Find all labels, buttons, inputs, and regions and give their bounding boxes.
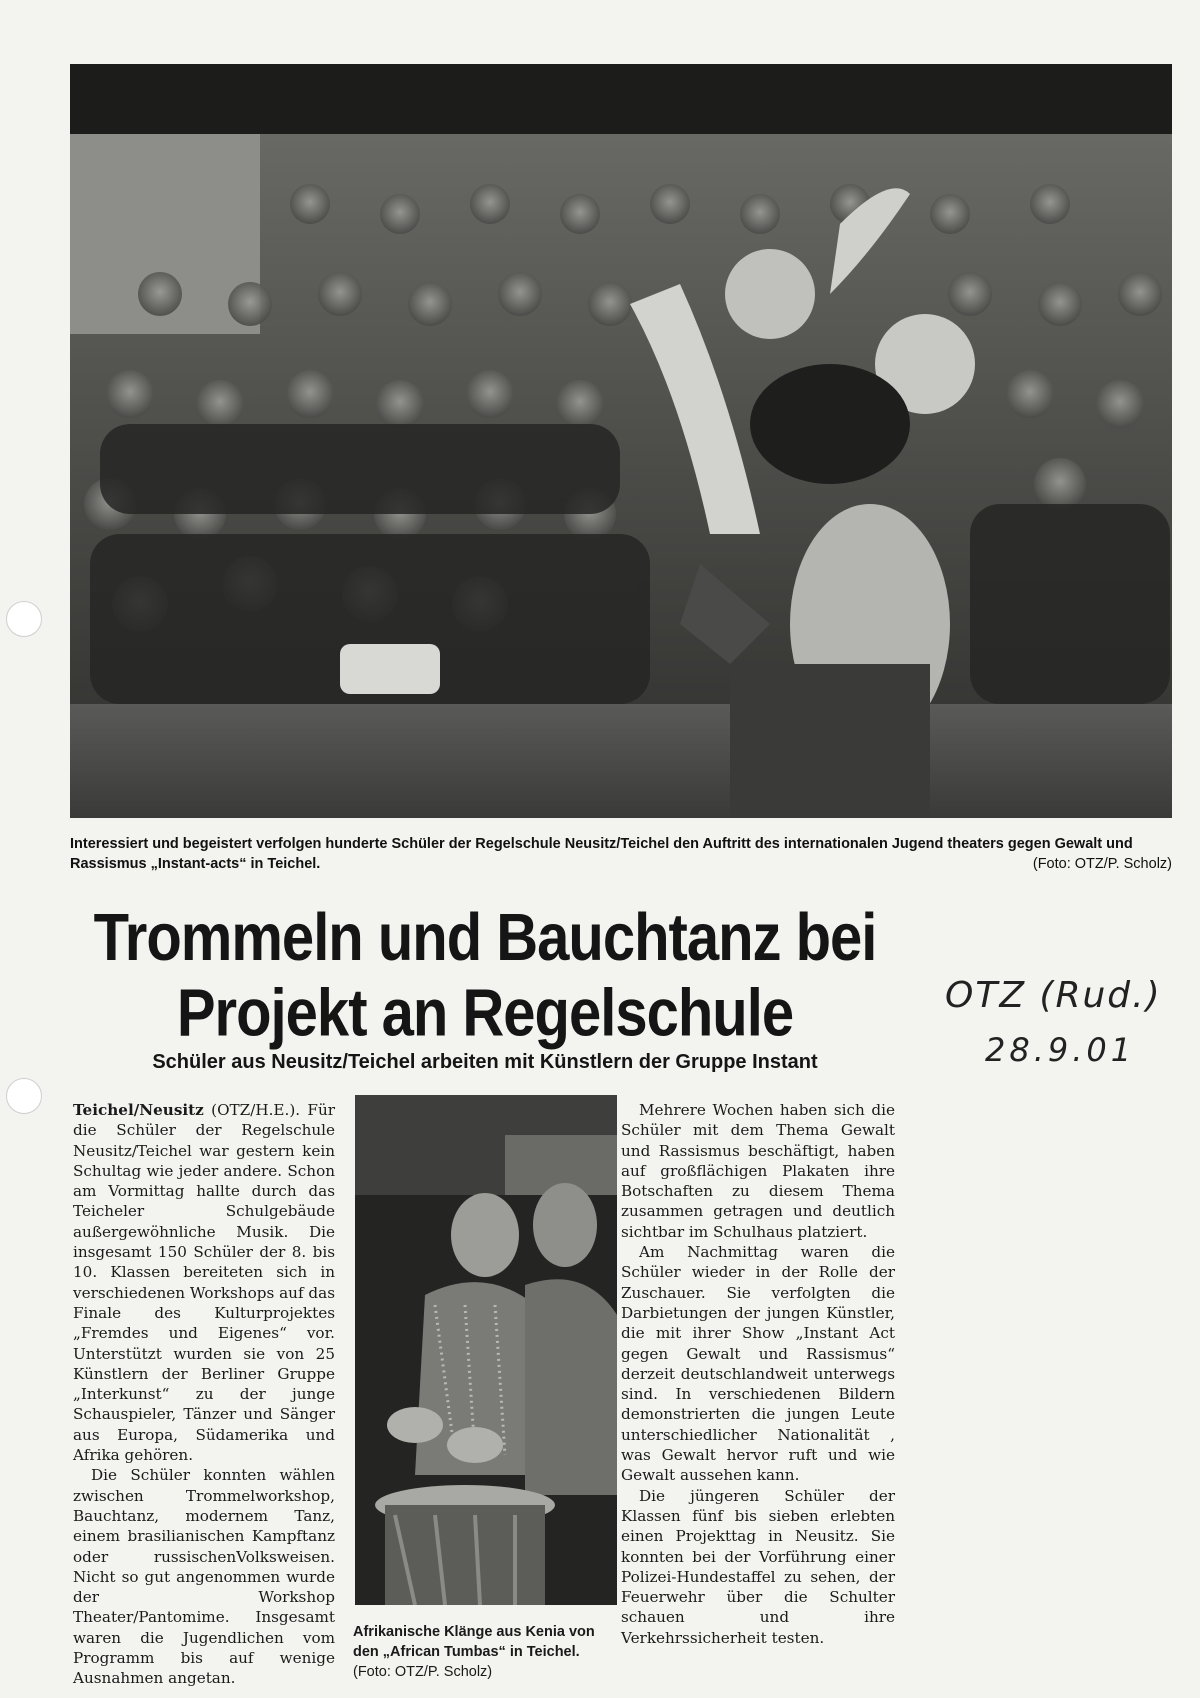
article-paragraph: Die Schüler konnten wählen zwischen Trommelworkshop, Bauchtanz, modernem Tanz, einem brasilianischen Kampftanz oder russischenVolksweisen. Nicht so gut angenommen wurde der Workshop Theater/Pantomime. Insgesamt waren die Jugendlichen vom Programm bis auf wenige Ausnahmen angetan. — [73, 1466, 335, 1688]
subheadline: Schüler aus Neusitz/Teichel arbeiten mit Künstlern der Gruppe Instant — [152, 1051, 818, 1073]
headline — [70, 900, 900, 1052]
photo-caption-text: Interessiert und begeistert verfolgen hunderte Schüler der Regelschule Neusitz/Teichel den Auftritt des internationalen Jugend theaters gegen Gewalt und Rassismus „Instant-acts“ in Teichel. — [70, 836, 1133, 872]
drummers-photo — [355, 1095, 617, 1605]
dateline: Teichel/Neusitz — [73, 1101, 204, 1119]
article-paragraph: Am Nachmittag waren die Schüler wieder in der Rolle der Zuschauer. Sie verfolgten die Darbietungen der jungen Künstler, die mit ihrer Show „Instant Act gegen Gewalt und Rassismus“ derzeit deutschlandweit unterwegs sind. In verschiedenen Bildern demonstrierten die jungen Leute unterschiedlicher Nationalität , was Gewalt hervor ruft und wie Gewalt aussehen kann. — [621, 1243, 895, 1485]
headline-line-1: Trommeln und Bauchtanz bei — [93, 900, 877, 975]
handwritten-note — [945, 975, 1175, 1095]
handwritten-date: 28.9.01 — [985, 1031, 1136, 1069]
audience-performance-photo — [70, 64, 1172, 818]
article-paragraph: Die jüngeren Schüler der Klassen fünf bis sieben erlebten einen Projekttag in Neusitz. Sie konnten bei der Vorführung einer Polizei-Hundestaffel zu sehen, der Feuerwehr über die Schulter schauen und ihre Verkehrssicherheit testen. — [621, 1486, 895, 1647]
punch-hole — [6, 1078, 42, 1114]
photo-credit: (Foto: OTZ/P. Scholz) — [1032, 856, 1172, 872]
drummers-photo-credit: (Foto: OTZ/P. Scholz) — [353, 1664, 493, 1680]
drummers-caption-text: Afrikanische Klänge aus Kenia von den „African Tumbas“ in Teichel. — [353, 1624, 595, 1660]
drummers-caption — [353, 1622, 618, 1682]
article-column-1 — [73, 1100, 335, 1689]
handwritten-source: OTZ (Rud.) — [945, 975, 1162, 1016]
headline-line-2: Projekt an Regelschule — [176, 975, 794, 1051]
punch-hole — [6, 601, 42, 637]
article-paragraph: Mehrere Wochen haben sich die Schüler mit dem Thema Gewalt und Rassismus beschäftigt, haben auf großflächigen Plakaten ihre Botschaften zu diesem Thema zusammen getragen und deutlich sichtbar im Schulhaus platziert. — [621, 1101, 895, 1241]
photo-caption — [70, 834, 1172, 874]
article-column-3 — [621, 1100, 895, 1648]
article-paragraph: Teichel/Neusitz (OTZ/H.E.). Für die Schüler der Regelschule Neusitz/Teichel war gestern kein Schultag wie jeder andere. Schon am Vormittag hallte durch das Teicheler Schulgebäude außergewöhnliche Musik. Die insgesamt 150 Schüler der 8. bis 10. Klassen bereiteten sich in verschiedenen Workshops auf das Finale des Kulturprojektes „Fremdes und Eigenes“ vor. Unterstützt wurden sie von 25 Künstlern der Berliner Gruppe „Interkunst“ zu der junge Schauspieler, Tänzer und Sänger aus Europa, Südamerika und Afrika gehören. — [73, 1101, 335, 1465]
